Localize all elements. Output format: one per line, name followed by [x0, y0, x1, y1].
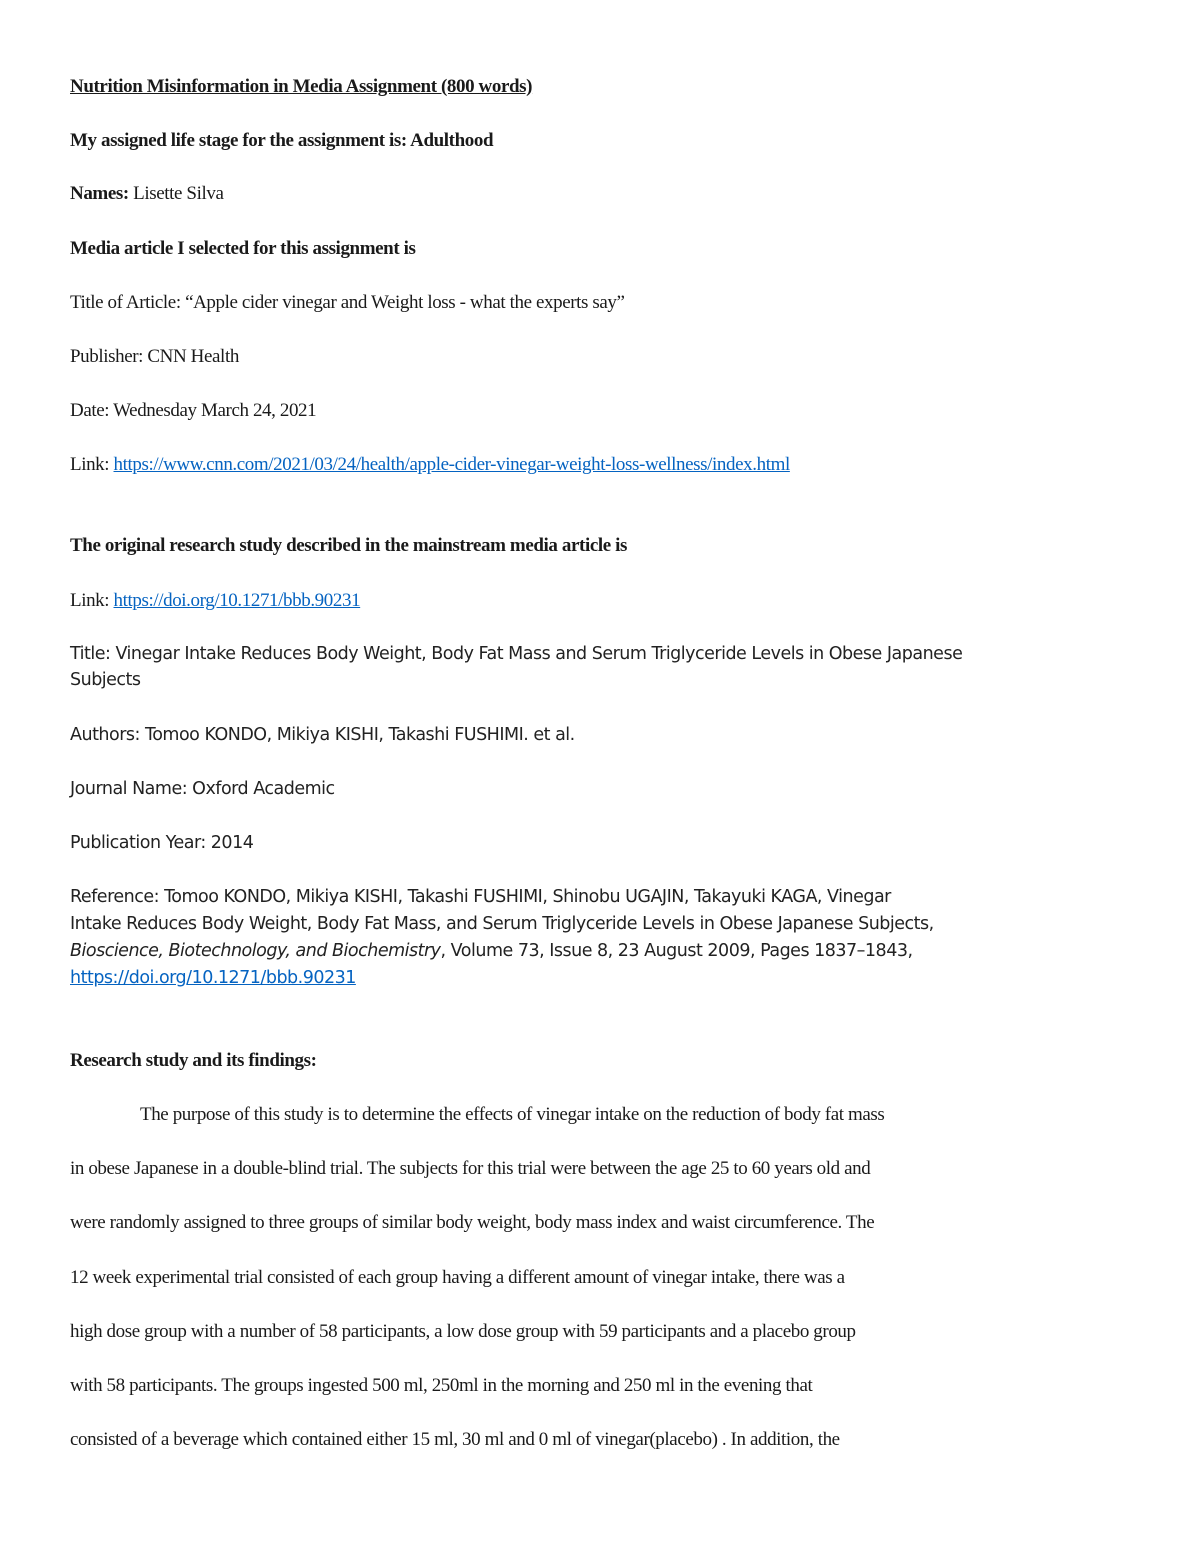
media-heading: Media article I selected for this assignment is: [70, 238, 416, 259]
reference-line-1: Reference: Tomoo KONDO, Mikiya KISHI, Takashi FUSHIMI, Shinobu UGAJIN, Takayuki KAGA, Vinegar: [70, 887, 891, 907]
article-link-line: [70, 451, 790, 478]
life-stage-line: My assigned life stage for the assignment is: Adulthood: [70, 130, 494, 151]
study-heading: The original research study described in the mainstream media article is: [70, 535, 627, 556]
body-line-3: were randomly assigned to three groups of similar body weight, body mass index and waist circumference. The: [70, 1212, 875, 1233]
body-line-7: consisted of a beverage which contained either 15 ml, 30 ml and 0 ml of vinegar(placebo) . In addition, the: [70, 1429, 840, 1450]
study-authors: Authors: Tomoo KONDO, Mikiya KISHI, Takashi FUSHIMI. et al.: [70, 725, 575, 745]
reference-line-3: [70, 938, 913, 965]
body-line-1: The purpose of this study is to determine the effects of vinegar intake on the reduction of body fat mass: [140, 1104, 885, 1125]
body-line-5: high dose group with a number of 58 participants, a low dose group with 59 participants and a placebo group: [70, 1321, 856, 1342]
article-title: Title of Article: “Apple cider vinegar and Weight loss - what the experts say”: [70, 292, 625, 313]
body-line-6: with 58 participants. The groups ingested 500 ml, 250ml in the morning and 250 ml in the evening that: [70, 1375, 813, 1396]
article-link-label: Link:: [70, 454, 114, 475]
study-link-label: Link:: [70, 590, 114, 611]
study-year: Publication Year: 2014: [70, 833, 254, 853]
names-value: Lisette Silva: [128, 183, 224, 204]
study-title-line-2: Subjects: [70, 670, 141, 690]
reference-line-4: [70, 965, 356, 992]
page-title: Nutrition Misinformation in Media Assignment (800 words): [70, 76, 533, 97]
reference-link[interactable]: https://doi.org/10.1271/bbb.90231: [70, 968, 356, 988]
body-line-2: in obese Japanese in a double-blind trial. The subjects for this trial were between the age 25 to 60 years old and: [70, 1158, 871, 1179]
names-label: Names:: [70, 183, 129, 204]
study-link-line: [70, 587, 360, 614]
article-link[interactable]: https://www.cnn.com/2021/03/24/health/apple-cider-vinegar-weight-loss-wellness/index.html: [113, 454, 790, 475]
article-date: Date: Wednesday March 24, 2021: [70, 400, 317, 421]
names-line: [70, 180, 223, 207]
article-publisher: Publisher: CNN Health: [70, 346, 239, 367]
study-journal: Journal Name: Oxford Academic: [70, 779, 335, 799]
reference-line-2: Intake Reduces Body Weight, Body Fat Mass, and Serum Triglyceride Levels in Obese Japanese Subjects,: [70, 914, 934, 934]
study-title-line-1: Title: Vinegar Intake Reduces Body Weight, Body Fat Mass and Serum Triglyceride Levels in Obese Japanese: [70, 644, 963, 664]
reference-details: , Volume 73, Issue 8, 23 August 2009, Pages 1837–1843,: [440, 941, 913, 961]
reference-journal-title: Bioscience, Biotechnology, and Biochemistry: [70, 941, 441, 961]
study-link[interactable]: https://doi.org/10.1271/bbb.90231: [113, 590, 361, 611]
findings-heading: Research study and its findings:: [70, 1050, 317, 1071]
body-line-4: 12 week experimental trial consisted of each group having a different amount of vinegar intake, there was a: [70, 1267, 845, 1288]
